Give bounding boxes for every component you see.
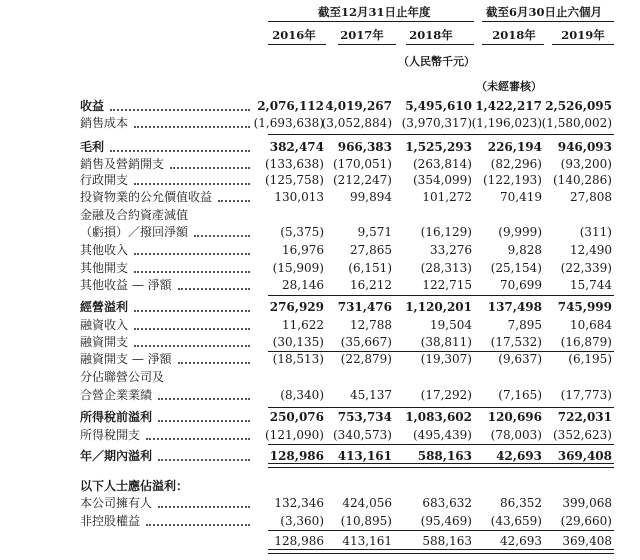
table-row <box>0 189 640 205</box>
dot-leader <box>158 506 250 508</box>
value-cell: 369,408 <box>557 449 612 463</box>
value-cell: 27,808 <box>570 190 612 204</box>
table-row <box>0 98 640 114</box>
value-cell: 99,894 <box>350 190 392 204</box>
value-cell: (3,970,317) <box>401 116 472 130</box>
table-row <box>0 260 640 276</box>
value-cell: (17,773) <box>560 388 612 402</box>
value-cell: (212,247) <box>333 173 392 187</box>
table-row <box>0 369 640 385</box>
value-cell: 226,194 <box>487 140 542 154</box>
table-row <box>0 224 640 240</box>
value-cell: (122,193) <box>483 173 542 187</box>
row-label: 非控股權益 <box>80 514 141 528</box>
column-underline-2018 <box>406 44 474 45</box>
row-label: 收益 <box>80 99 105 113</box>
row-label: 融資開支 — 淨額 <box>80 352 172 366</box>
column-underline-2019-half <box>552 44 614 45</box>
value-cell: (170,051) <box>333 157 392 171</box>
value-cell: 369,408 <box>562 534 612 548</box>
subtotal-rule-gross-profit <box>268 134 614 135</box>
row-label: 銷售成本 <box>80 116 129 130</box>
half-year-period-underline <box>482 21 614 22</box>
table-row <box>0 351 640 367</box>
value-cell: 70,419 <box>500 190 542 204</box>
table-row <box>0 448 640 464</box>
value-cell: (18,513) <box>272 352 324 366</box>
table-row <box>0 533 640 549</box>
subtotal-rule-attributable-total <box>268 530 614 531</box>
value-cell: (9,999) <box>498 225 542 239</box>
value-cell: 588,163 <box>417 449 472 463</box>
value-cell: 130,013 <box>274 190 324 204</box>
value-cell: 276,929 <box>269 300 324 314</box>
table-row <box>0 172 640 188</box>
half-year-period-header: 截至6月30日止六個月 <box>486 5 603 19</box>
row-label: 行政開支 <box>80 173 129 187</box>
row-label: 銷售及營銷開支 <box>80 157 165 171</box>
row-label: 融資開支 <box>80 335 129 349</box>
double-rule-profit-for-period <box>268 463 614 468</box>
table-row <box>0 334 640 350</box>
table-row <box>0 409 640 425</box>
value-cell: 28,146 <box>282 278 324 292</box>
value-cell: 42,693 <box>500 534 542 548</box>
row-label: （虧損）／撥回淨額 <box>80 225 189 239</box>
value-cell: 413,161 <box>337 449 392 463</box>
row-label: 金融及合約資產減值 <box>80 208 189 222</box>
table-row <box>0 207 640 223</box>
value-cell: 128,986 <box>269 449 324 463</box>
row-label: 經營溢利 <box>80 300 129 314</box>
value-cell: (25,154) <box>490 261 542 275</box>
row-label: 本公司擁有人 <box>80 496 153 510</box>
column-header-2017: 2017年 <box>340 28 384 42</box>
value-cell: 4,019,267 <box>325 99 392 113</box>
subtotal-rule-operating-profit <box>268 295 614 296</box>
value-cell: 42,693 <box>496 449 542 463</box>
table-row <box>0 513 640 529</box>
value-cell: 16,212 <box>350 278 392 292</box>
table-row <box>0 299 640 315</box>
column-header-2016: 2016年 <box>272 28 316 42</box>
value-cell: 19,504 <box>430 318 472 332</box>
value-cell: (354,099) <box>413 173 472 187</box>
column-underline-2017 <box>338 44 396 45</box>
row-label: 所得稅開支 <box>80 428 141 442</box>
value-cell: (5,375) <box>280 225 324 239</box>
value-cell: 12,788 <box>350 318 392 332</box>
value-cell: 9,571 <box>357 225 392 239</box>
value-cell: (82,296) <box>490 157 542 171</box>
dot-leader <box>134 328 250 330</box>
column-underline-2018-half <box>482 44 544 45</box>
table-row <box>0 115 640 131</box>
double-rule-attributable-total <box>268 549 614 554</box>
value-cell: 966,383 <box>337 140 392 154</box>
value-cell: (1,693,638) <box>253 116 324 130</box>
value-cell: (3,052,884) <box>321 116 392 130</box>
subtotal-rule-finance-net <box>268 351 614 352</box>
value-cell: (1,580,002) <box>541 116 612 130</box>
table-row <box>0 495 640 511</box>
dot-leader <box>194 235 250 237</box>
dot-leader <box>178 288 250 290</box>
value-cell: 70,699 <box>500 278 542 292</box>
value-cell: (19,307) <box>420 352 472 366</box>
value-cell: (17,532) <box>490 335 542 349</box>
dot-leader <box>158 459 250 461</box>
table-row <box>0 156 640 172</box>
value-cell: 946,093 <box>557 140 612 154</box>
value-cell: (311) <box>579 225 612 239</box>
value-cell: (125,758) <box>265 173 324 187</box>
value-cell: (8,340) <box>280 388 324 402</box>
currency-unit-note: （人民幣千元） <box>398 55 475 68</box>
value-cell: (28,313) <box>420 261 472 275</box>
value-cell: (35,667) <box>340 335 392 349</box>
dot-leader <box>134 183 250 185</box>
value-cell: (6,151) <box>348 261 392 275</box>
value-cell: 45,137 <box>350 388 392 402</box>
table-row <box>0 427 640 443</box>
row-label: 其他收入 <box>80 243 129 257</box>
value-cell: 12,490 <box>570 243 612 257</box>
value-cell: (17,292) <box>420 388 472 402</box>
value-cell: (22,879) <box>340 352 392 366</box>
value-cell: 15,744 <box>570 278 612 292</box>
value-cell: (6,195) <box>568 352 612 366</box>
value-cell: 33,276 <box>430 243 472 257</box>
value-cell: 588,163 <box>422 534 472 548</box>
table-row <box>0 139 640 155</box>
row-label: 其他開支 <box>80 261 129 275</box>
column-underline-2016 <box>268 44 326 45</box>
row-label: 毛利 <box>80 140 105 154</box>
value-cell: 250,076 <box>269 410 324 424</box>
value-cell: 132,346 <box>274 496 324 510</box>
value-cell: 27,865 <box>350 243 392 257</box>
value-cell: 10,684 <box>570 318 612 332</box>
column-header-2019-half: 2019年 <box>561 28 605 42</box>
dot-leader <box>170 167 250 169</box>
dot-leader <box>134 253 250 255</box>
value-cell: (263,814) <box>413 157 472 171</box>
dot-leader <box>158 398 250 400</box>
value-cell: (95,469) <box>420 514 472 528</box>
value-cell: 424,056 <box>342 496 392 510</box>
value-cell: 120,696 <box>487 410 542 424</box>
value-cell: (29,660) <box>560 514 612 528</box>
value-cell: 7,895 <box>507 318 542 332</box>
value-cell: (16,129) <box>420 225 472 239</box>
row-label: 投資物業的公允價值收益 <box>80 190 213 204</box>
column-header-2018-half: 2018年 <box>492 28 536 42</box>
dot-leader <box>178 362 250 364</box>
dot-leader <box>134 126 250 128</box>
value-cell: (38,811) <box>420 335 472 349</box>
row-label: 以下人士應佔溢利： <box>80 479 189 493</box>
row-label: 年／期內溢利 <box>80 449 153 463</box>
value-cell: 1,083,602 <box>405 410 472 424</box>
value-cell: (140,286) <box>553 173 612 187</box>
value-cell: 399,068 <box>562 496 612 510</box>
value-cell: (7,165) <box>498 388 542 402</box>
value-cell: 722,031 <box>557 410 612 424</box>
value-cell: 753,734 <box>337 410 392 424</box>
value-cell: 2,076,112 <box>257 99 324 113</box>
value-cell: 1,120,201 <box>405 300 472 314</box>
value-cell: (121,090) <box>265 428 324 442</box>
table-row <box>0 387 640 403</box>
value-cell: 9,828 <box>507 243 542 257</box>
value-cell: (30,135) <box>272 335 324 349</box>
value-cell: (352,623) <box>553 428 612 442</box>
value-cell: 2,526,095 <box>545 99 612 113</box>
year-period-underline <box>268 21 474 22</box>
value-cell: (78,003) <box>490 428 542 442</box>
value-cell: (9,637) <box>498 352 542 366</box>
value-cell: 413,161 <box>342 534 392 548</box>
dot-leader <box>158 420 250 422</box>
value-cell: 122,715 <box>422 278 472 292</box>
dot-leader <box>110 150 250 152</box>
dot-leader <box>146 524 250 526</box>
value-cell: 1,525,293 <box>405 140 472 154</box>
value-cell: (340,573) <box>333 428 392 442</box>
value-cell: 86,352 <box>500 496 542 510</box>
row-label: 融資收入 <box>80 318 129 332</box>
value-cell: (10,895) <box>340 514 392 528</box>
value-cell: 683,632 <box>422 496 472 510</box>
dot-leader <box>134 310 250 312</box>
value-cell: 382,474 <box>269 140 324 154</box>
row-label: 所得稅前溢利 <box>80 410 153 424</box>
value-cell: (133,638) <box>265 157 324 171</box>
dot-leader <box>134 271 250 273</box>
row-label: 分佔聯營公司及 <box>80 370 165 384</box>
value-cell: (3,360) <box>280 514 324 528</box>
dot-leader <box>146 438 250 440</box>
value-cell: 137,498 <box>487 300 542 314</box>
column-header-2018: 2018年 <box>409 28 453 42</box>
row-label: 合營企業業績 <box>80 388 153 402</box>
value-cell: (495,439) <box>413 428 472 442</box>
value-cell: (93,200) <box>560 157 612 171</box>
dot-leader <box>110 109 250 111</box>
value-cell: 128,986 <box>274 534 324 548</box>
value-cell: 745,999 <box>557 300 612 314</box>
dot-leader <box>134 345 250 347</box>
value-cell: 5,495,610 <box>405 99 472 113</box>
table-row <box>0 478 640 494</box>
value-cell: 11,622 <box>282 318 324 332</box>
value-cell: 16,976 <box>282 243 324 257</box>
value-cell: (43,659) <box>490 514 542 528</box>
value-cell: (15,909) <box>272 261 324 275</box>
subtotal-rule-profit-for-period <box>268 444 614 445</box>
value-cell: (16,879) <box>560 335 612 349</box>
table-row <box>0 317 640 333</box>
subtotal-rule-profit-before-tax <box>268 407 614 408</box>
value-cell: 731,476 <box>337 300 392 314</box>
row-label: 其他收益 — 淨額 <box>80 278 172 292</box>
value-cell: 101,272 <box>422 190 472 204</box>
unaudited-note: （未經審核） <box>476 80 542 93</box>
table-row <box>0 277 640 293</box>
table-row <box>0 242 640 258</box>
value-cell: (22,339) <box>560 261 612 275</box>
value-cell: (1,196,023) <box>471 116 542 130</box>
value-cell: 1,422,217 <box>475 99 542 113</box>
year-period-header: 截至12月31日止年度 <box>318 5 431 19</box>
